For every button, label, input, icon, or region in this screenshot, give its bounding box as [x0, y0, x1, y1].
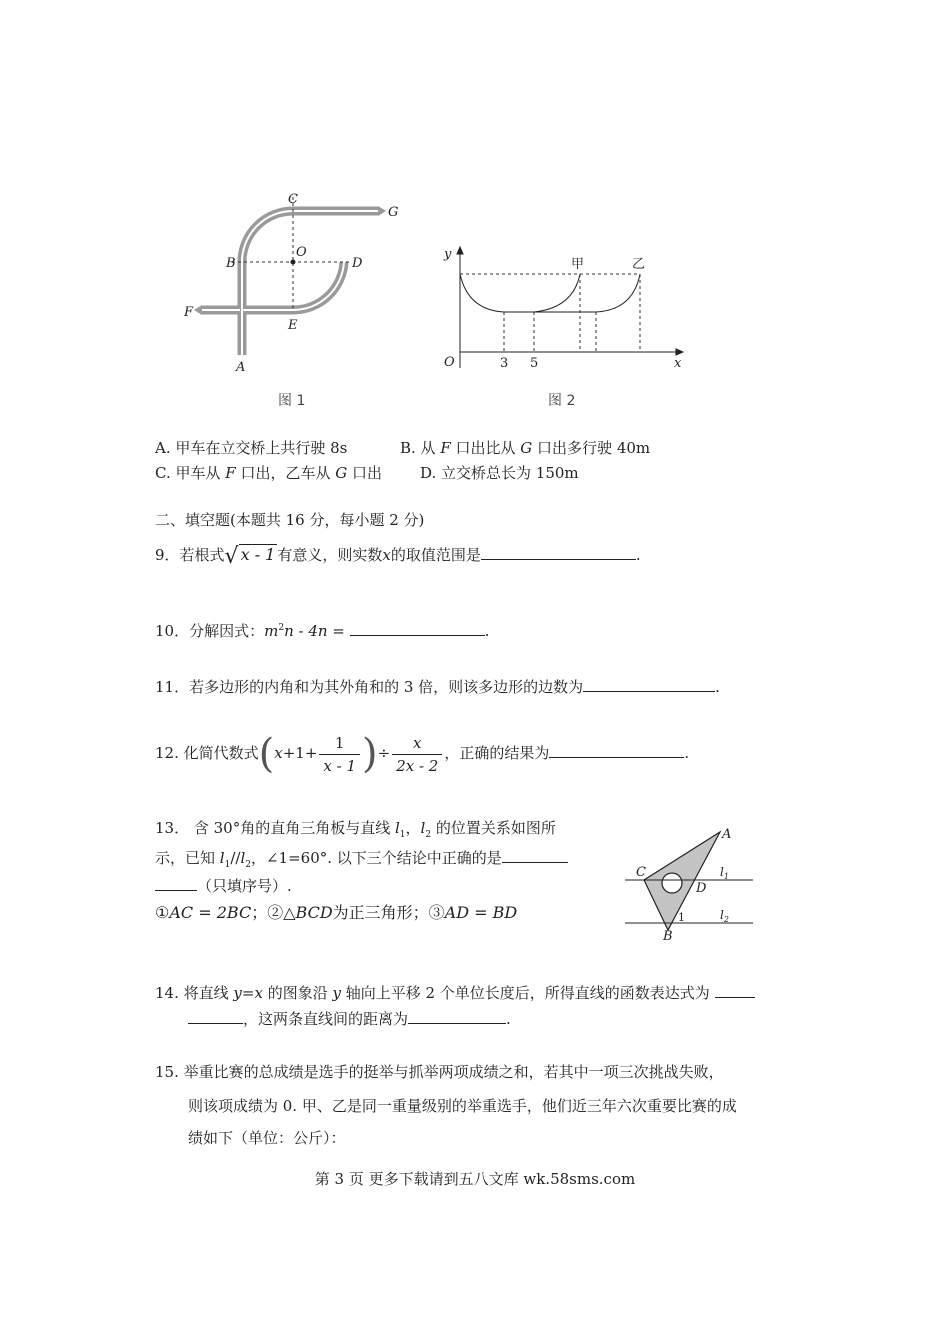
question-15-line-3: 绩如下（单位：公斤）：	[188, 1129, 346, 1147]
question-14-line-1: 14. 将直线 y=x 的图象沿 y 轴向上平移 2 个单位长度后，所得直线的函数表达式为	[155, 983, 755, 1003]
q13-fig-label-l1: $l_1$	[720, 865, 729, 881]
fraction-1: $\frac{1}{x - 1}$	[319, 732, 360, 777]
question-13-line-1: 13． 含 30°角的直角三角板与直线 $l_1$，$l_2$ 的位置关系如图所	[155, 819, 556, 840]
q13-answer-blank-2[interactable]	[155, 876, 197, 891]
fig1-label-A: A	[236, 360, 246, 375]
fig2-label-origin: O	[444, 355, 455, 370]
q13-fig-label-l2: $l_2$	[720, 908, 729, 924]
q13-answer-blank-1[interactable]	[502, 848, 568, 863]
fig1-label-G: G	[388, 205, 399, 220]
q14-answer-blank-1[interactable]	[715, 983, 755, 998]
fig1-label-O: O	[296, 245, 307, 260]
q12-answer-blank[interactable]	[549, 743, 684, 758]
q9-answer-blank[interactable]	[481, 545, 636, 560]
fig1-label-B: B	[226, 256, 236, 271]
figure-2-graph	[438, 240, 688, 375]
q13-fig-label-1: 1	[678, 911, 685, 924]
question-12: 12. 化简代数式(x+1+ $\frac{1}{x - 1}$ )÷ $\frac{x}{2x - 2}$ ，正确的结果为 .	[155, 731, 690, 777]
q14-answer-blank-1b[interactable]	[188, 1009, 243, 1024]
question-13-line-3: （只填序号）.	[155, 876, 292, 896]
fig1-label-C: C	[288, 192, 298, 207]
question-15-line-1: 15. 举重比赛的总成绩是选手的挺举与抓举两项成绩之和，若其中一项三次挑战失败，	[155, 1063, 724, 1081]
q13-fig-label-A: A	[722, 827, 732, 842]
question-13-choices: ①AC = 2BC；②△BCD为正三角形；③AD = BD	[155, 903, 518, 922]
q8-option-a: A. 甲车在立交桥上共行驶 8s	[155, 439, 348, 457]
fig2-label-jia: 甲	[571, 257, 585, 272]
q10-answer-blank[interactable]	[350, 621, 485, 636]
q8-option-d: D. 立交桥总长为 150m	[420, 464, 579, 482]
figure-1-interchange	[180, 185, 410, 380]
fig1-label-F: F	[184, 305, 194, 320]
question-11: 11．若多边形的内角和为其外角和的 3 倍，则该多边形的边数为 .	[155, 678, 720, 696]
fig1-label-E: E	[288, 318, 298, 333]
q13-fig-label-C: C	[636, 865, 646, 880]
q11-answer-blank[interactable]	[583, 677, 715, 692]
q13-fig-label-B: B	[663, 929, 673, 944]
question-9: 9．若根式√ x - 1 有意义，则实数x的取值范围是 .	[155, 544, 641, 569]
fig2-tick-3: 3	[500, 356, 509, 371]
question-15-line-2: 则该项成绩为 0. 甲、乙是同一重量级别的举重选手，他们近三年六次重要比赛的成	[188, 1097, 737, 1115]
fig2-label-yi: 乙	[632, 257, 646, 272]
q13-fig-label-D: D	[696, 881, 707, 896]
fig1-label-D: D	[352, 256, 363, 271]
fraction-2: $\frac{x}{2x - 2}$	[392, 732, 442, 777]
q8-option-c: C. 甲车从 F 口出，乙车从 G 口出	[155, 464, 382, 482]
figure-1-caption: 图 1	[278, 393, 306, 409]
q8-option-b: B. 从 F 口出比从 G 口出多行驶 40m	[400, 439, 651, 457]
question-14-line-2: ，这两条直线间的距离为 .	[188, 1009, 511, 1029]
fig2-label-x: x	[674, 356, 682, 371]
section-2-heading: 二、填空题(本题共 16 分，每小题 2 分)	[155, 511, 425, 529]
question-13-line-2: 示，已知 $l_1//l_2$，∠1=60°. 以下三个结论中正确的是	[155, 848, 568, 875]
q14-answer-blank-2[interactable]	[408, 1009, 506, 1024]
radical: √	[224, 544, 239, 569]
page-footer: 第 3 页 更多下载请到五八文库 wk.58sms.com	[314, 1170, 636, 1188]
figure-q13-triangle	[620, 820, 760, 945]
fig2-tick-5: 5	[530, 356, 539, 371]
radicand: x - 1	[240, 545, 276, 564]
fig2-label-y: y	[444, 247, 452, 262]
question-10: 10．分解因式：$m^2n - 4n$ = .	[155, 622, 490, 640]
figure-2-caption: 图 2	[548, 393, 576, 409]
